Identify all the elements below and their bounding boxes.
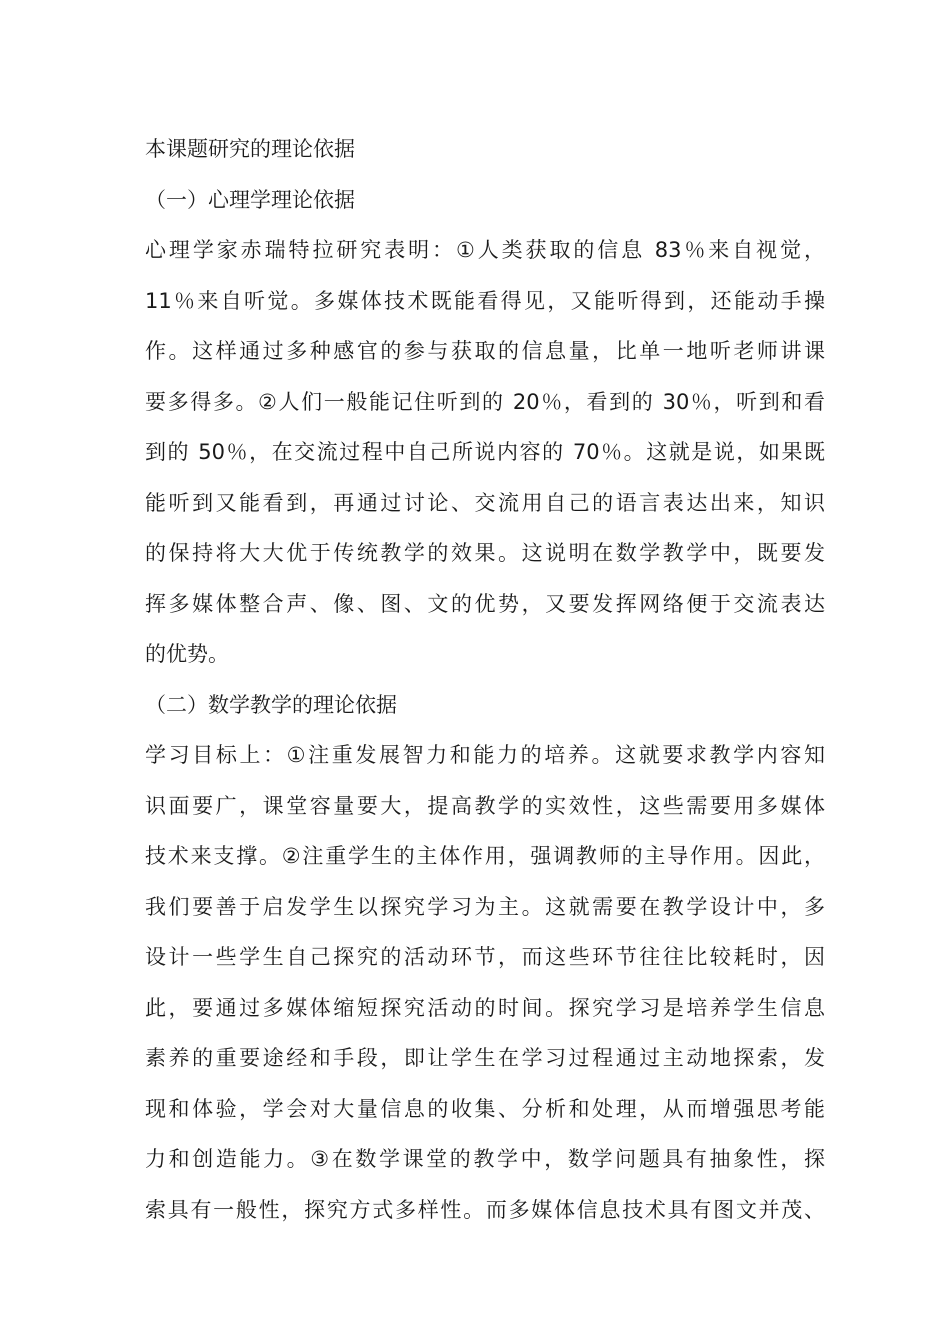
paragraph-line: 识面要广，课堂容量要大，提高教学的实效性，这些需要用多媒体 [145,793,825,818]
paragraph-line: 现和体验，学会对大量信息的收集、分析和处理，从而增强思考能 [145,1096,825,1121]
paragraph-line: 心理学家赤瑞特拉研究表明：①人类获取的信息 83％来自视觉， [145,238,825,262]
paragraph-line: 11％来自听觉。多媒体技术既能看得见，又能听得到，还能动手操 [145,288,825,313]
paragraph-line: 力和创造能力。③在数学课堂的教学中，数学问题具有抽象性，探 [145,1147,825,1171]
paragraph-line: 作。这样通过多种感官的参与获取的信息量，比单一地听老师讲课 [145,339,825,363]
paragraph-line: 的保持将大大优于传统教学的效果。这说明在数学教学中，既要发 [145,541,825,565]
paragraph-line: 的优势。 [145,642,229,666]
paragraph-line: 此，要通过多媒体缩短探究活动的时间。探究学习是培养学生信息 [145,995,825,1020]
paragraph-line: 挥多媒体整合声、像、图、文的优势，又要发挥网络便于交流表达 [145,591,825,616]
paragraph-line: 要多得多。②人们一般能记住听到的 20％，看到的 30％，听到和看 [145,389,825,414]
paragraph-line: 索具有一般性，探究方式多样性。而多媒体信息技术具有图文并茂、 [145,1197,825,1222]
paragraph-line: 学习目标上：①注重发展智力和能力的培养。这就要求教学内容知 [145,743,825,767]
paragraph-line: 能听到又能看到，再通过讨论、交流用自己的语言表达出来，知识 [145,490,825,515]
paragraph-line: 我们要善于启发学生以探究学习为主。这就需要在教学设计中，多 [145,894,825,919]
paragraph-line: 设计一些学生自己探究的活动环节，而这些环节往往比较耗时，因 [145,945,825,969]
paragraph-line: 到的 50％，在交流过程中自己所说内容的 70％。这就是说，如果既 [145,440,825,464]
section-heading-math-teaching: （二）数学教学的理论依据 [145,692,397,717]
paragraph-line: 技术来支撑。②注重学生的主体作用，强调教师的主导作用。因此， [145,844,825,868]
document-body [145,124,825,1235]
section-heading-psychology: （一）心理学理论依据 [145,187,355,212]
document-title: 本课题研究的理论依据 [145,137,355,161]
paragraph-line: 素养的重要途经和手段，即让学生在学习过程通过主动地探索，发 [145,1046,825,1070]
